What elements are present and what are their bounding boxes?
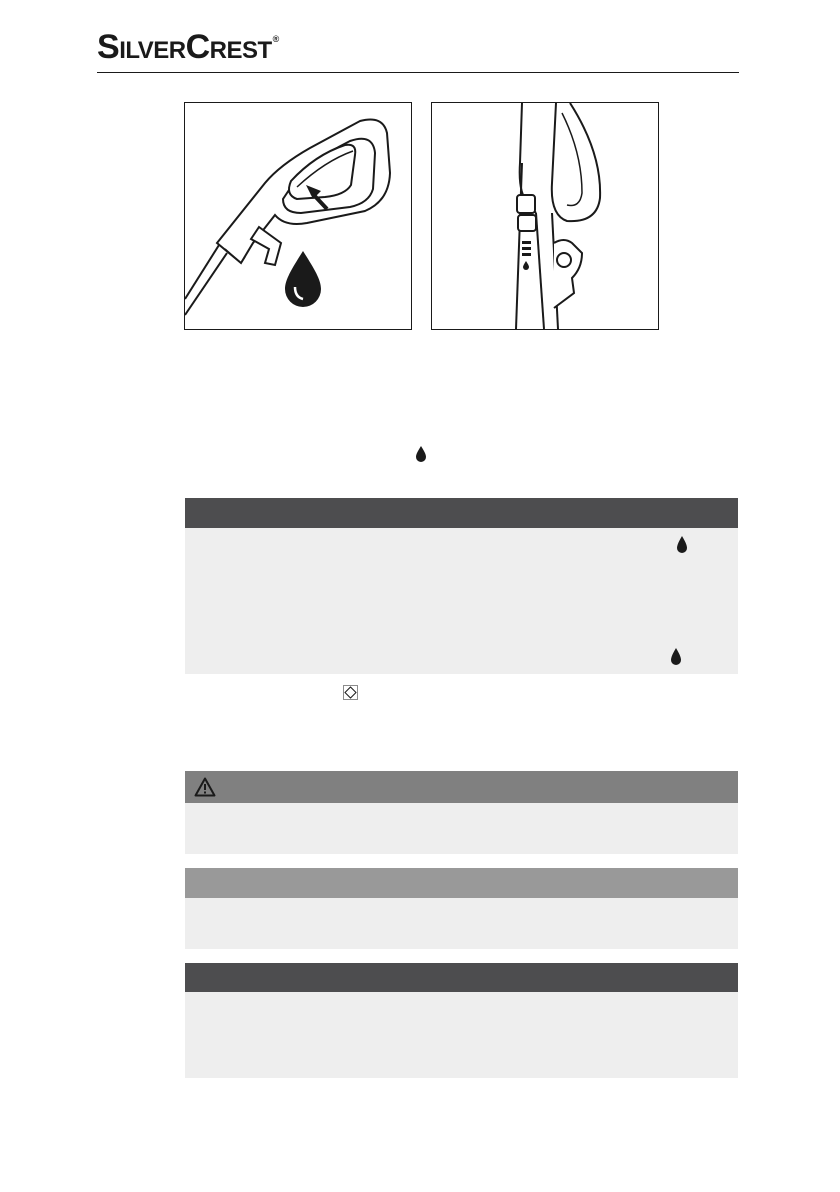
caution-body bbox=[185, 898, 738, 949]
figure-handle-side bbox=[431, 102, 659, 330]
note-header-2 bbox=[185, 963, 738, 992]
handle-side-illustration bbox=[432, 103, 658, 329]
note-body bbox=[185, 528, 738, 674]
caution-header bbox=[185, 868, 738, 898]
figure-handle-trigger bbox=[184, 102, 412, 330]
note-body-2 bbox=[185, 992, 738, 1078]
water-drop-icon bbox=[676, 536, 688, 553]
steam-setting-square-icon bbox=[343, 685, 358, 700]
note-header bbox=[185, 498, 738, 528]
water-drop-icon bbox=[670, 648, 682, 665]
warning-body bbox=[185, 803, 738, 854]
water-drop-icon bbox=[285, 251, 321, 307]
warning-header bbox=[185, 771, 738, 803]
water-drop-icon bbox=[415, 446, 427, 462]
header-rule bbox=[97, 72, 739, 73]
warning-triangle-icon bbox=[194, 777, 216, 797]
silvercrest-logo: SILVERCREST® bbox=[97, 28, 279, 66]
handle-trigger-illustration bbox=[185, 103, 411, 329]
